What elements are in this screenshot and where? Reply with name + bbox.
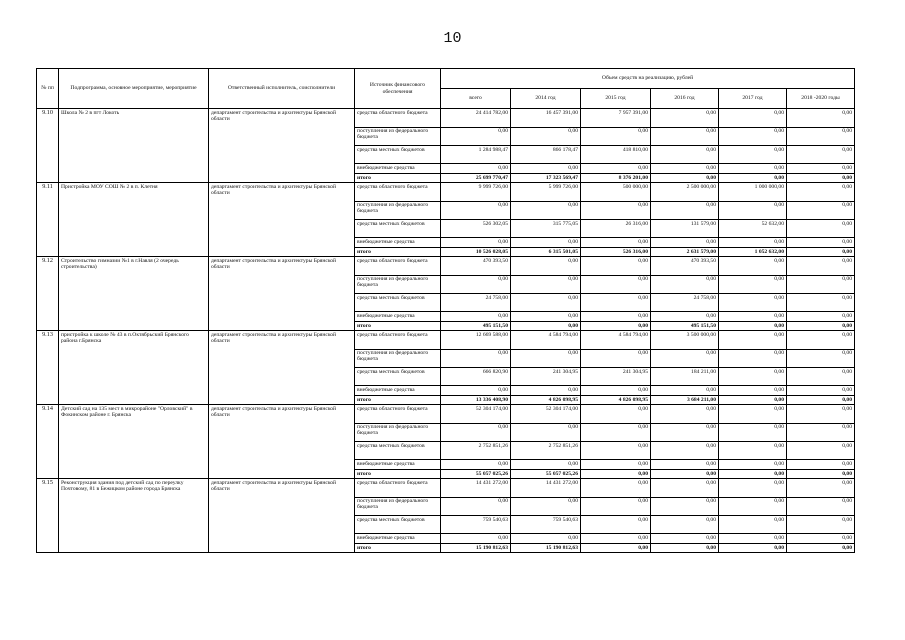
amount-cell: 0,00 bbox=[787, 331, 855, 350]
amount-cell: 1 284 988,47 bbox=[441, 146, 511, 164]
funding-source: средства местных бюджетов bbox=[355, 294, 441, 312]
amount-cell: 0,00 bbox=[719, 368, 787, 386]
amount-cell: 13 336 408,90 bbox=[441, 396, 511, 405]
table-row bbox=[37, 405, 855, 424]
amount-cell: 759 540,63 bbox=[441, 516, 511, 534]
header-sources: Источник финансового обеспечения bbox=[355, 69, 441, 109]
amount-cell: 0,00 bbox=[719, 174, 787, 183]
amount-cell: 0,00 bbox=[511, 127, 581, 146]
project-executor: департамент строительства и архитектуры Брянской области bbox=[209, 109, 355, 183]
funding-source: внебюджетные средства bbox=[355, 164, 441, 174]
project-number: 9.12 bbox=[37, 257, 59, 331]
amount-cell: 0,00 bbox=[719, 294, 787, 312]
amount-cell: 0,00 bbox=[787, 544, 855, 553]
amount-cell: 0,00 bbox=[719, 201, 787, 220]
project-number: 9.11 bbox=[37, 183, 59, 257]
amount-cell: 0,00 bbox=[719, 405, 787, 424]
amount-cell: 0,00 bbox=[651, 164, 719, 174]
amount-cell: 0,00 bbox=[787, 220, 855, 238]
project-name: Школа № 2 в пгт Локоть bbox=[59, 109, 209, 183]
amount-cell: 0,00 bbox=[581, 349, 651, 368]
amount-cell: 0,00 bbox=[441, 201, 511, 220]
funding-source: поступления из федерального бюджета bbox=[355, 201, 441, 220]
project-name: Строительство гимназии №1 в г.Навля (2 очередь строительства) bbox=[59, 257, 209, 331]
amount-cell: 0,00 bbox=[651, 174, 719, 183]
amount-cell: 0,00 bbox=[787, 294, 855, 312]
amount-cell: 0,00 bbox=[787, 470, 855, 479]
amount-cell: 0,00 bbox=[651, 516, 719, 534]
amount-cell: 666 820,90 bbox=[441, 368, 511, 386]
amount-cell: 0,00 bbox=[581, 322, 651, 331]
amount-cell: 0,00 bbox=[651, 312, 719, 322]
amount-cell: 12 669 588,00 bbox=[441, 331, 511, 350]
amount-cell: 495 151,50 bbox=[441, 322, 511, 331]
amount-cell: 526 302,05 bbox=[441, 220, 511, 238]
table-row bbox=[37, 331, 855, 350]
funding-source: поступления из федерального бюджета bbox=[355, 423, 441, 442]
amount-cell: 0,00 bbox=[581, 442, 651, 460]
funding-source: средства областного бюджета bbox=[355, 331, 441, 350]
funding-source: поступления из федерального бюджета bbox=[355, 349, 441, 368]
amount-cell: 0,00 bbox=[581, 516, 651, 534]
amount-cell: 2 631 579,00 bbox=[651, 248, 719, 257]
amount-cell: 2 752 851,26 bbox=[441, 442, 511, 460]
amount-cell: 0,00 bbox=[581, 257, 651, 276]
amount-cell: 0,00 bbox=[719, 386, 787, 396]
funding-source: итого bbox=[355, 470, 441, 479]
table-row bbox=[37, 479, 855, 498]
funding-source: внебюджетные средства bbox=[355, 238, 441, 248]
amount-cell: 418 810,00 bbox=[581, 146, 651, 164]
funding-source: средства областного бюджета bbox=[355, 257, 441, 276]
amount-cell: 4 584 794,00 bbox=[511, 331, 581, 350]
amount-cell: 0,00 bbox=[651, 470, 719, 479]
amount-cell: 26 316,00 bbox=[581, 220, 651, 238]
amount-cell: 241 304,95 bbox=[581, 368, 651, 386]
amount-cell: 0,00 bbox=[787, 164, 855, 174]
amount-cell: 184 211,00 bbox=[651, 368, 719, 386]
amount-cell: 0,00 bbox=[651, 349, 719, 368]
funding-source: внебюджетные средства bbox=[355, 386, 441, 396]
funding-source: итого bbox=[355, 248, 441, 257]
amount-cell: 0,00 bbox=[511, 294, 581, 312]
project-number: 9.13 bbox=[37, 331, 59, 405]
amount-cell: 0,00 bbox=[787, 386, 855, 396]
amount-cell: 0,00 bbox=[719, 238, 787, 248]
amount-cell: 0,00 bbox=[787, 127, 855, 146]
amount-cell: 0,00 bbox=[581, 294, 651, 312]
project-name: пристройка к школе № 43 в п.Октябрьский Брянского района г.Брянска bbox=[59, 331, 209, 405]
project-number: 9.10 bbox=[37, 109, 59, 183]
amount-cell: 0,00 bbox=[787, 534, 855, 544]
amount-cell: 0,00 bbox=[651, 544, 719, 553]
amount-cell: 52 304 174,00 bbox=[511, 405, 581, 424]
amount-cell: 0,00 bbox=[787, 396, 855, 405]
funding-source: средства областного бюджета bbox=[355, 479, 441, 498]
amount-cell: 0,00 bbox=[511, 312, 581, 322]
amount-cell: 55 057 025,26 bbox=[511, 470, 581, 479]
amount-cell: 25 699 770,47 bbox=[441, 174, 511, 183]
amount-cell: 0,00 bbox=[441, 386, 511, 396]
amount-cell: 24 414 782,00 bbox=[441, 109, 511, 128]
amount-cell: 0,00 bbox=[787, 423, 855, 442]
amount-cell: 0,00 bbox=[719, 164, 787, 174]
amount-cell: 0,00 bbox=[441, 460, 511, 470]
amount-cell: 0,00 bbox=[651, 127, 719, 146]
amount-cell: 0,00 bbox=[581, 164, 651, 174]
amount-cell: 470 393,50 bbox=[441, 257, 511, 276]
amount-cell: 0,00 bbox=[441, 275, 511, 294]
amount-cell: 0,00 bbox=[719, 479, 787, 498]
amount-cell: 0,00 bbox=[511, 201, 581, 220]
amount-cell: 0,00 bbox=[581, 470, 651, 479]
amount-cell: 0,00 bbox=[787, 183, 855, 202]
amount-cell: 1 000 000,00 bbox=[719, 183, 787, 202]
amount-cell: 55 057 025,26 bbox=[441, 470, 511, 479]
amount-cell: 0,00 bbox=[787, 405, 855, 424]
amount-cell: 15 190 812,63 bbox=[441, 544, 511, 553]
amount-cell: 3 684 211,00 bbox=[651, 396, 719, 405]
amount-cell: 0,00 bbox=[651, 442, 719, 460]
table-row bbox=[37, 183, 855, 202]
amount-cell: 0,00 bbox=[787, 516, 855, 534]
amount-cell: 0,00 bbox=[787, 497, 855, 516]
amount-cell: 0,00 bbox=[719, 275, 787, 294]
amount-cell: 14 431 272,00 bbox=[441, 479, 511, 498]
amount-cell: 759 540,63 bbox=[511, 516, 581, 534]
funding-source: средства местных бюджетов bbox=[355, 368, 441, 386]
amount-cell: 1 052 632,00 bbox=[719, 248, 787, 257]
amount-cell: 0,00 bbox=[719, 396, 787, 405]
header-name: Подпрограмма, основное мероприятие, мероприятие bbox=[59, 69, 209, 109]
amount-cell: 0,00 bbox=[651, 146, 719, 164]
amount-cell: 0,00 bbox=[787, 368, 855, 386]
amount-cell: 131 579,00 bbox=[651, 220, 719, 238]
amount-cell: 0,00 bbox=[787, 109, 855, 128]
amount-cell: 16 457 391,00 bbox=[511, 109, 581, 128]
funding-source: средства областного бюджета bbox=[355, 183, 441, 202]
funding-source: итого bbox=[355, 322, 441, 331]
amount-cell: 2 500 000,00 bbox=[651, 183, 719, 202]
header-volume: Объем средств на реализацию, рублей bbox=[441, 69, 855, 89]
amount-cell: 0,00 bbox=[787, 322, 855, 331]
table-row bbox=[37, 109, 855, 128]
amount-cell: 4 826 098,95 bbox=[511, 396, 581, 405]
amount-cell: 0,00 bbox=[581, 479, 651, 498]
project-executor: департамент строительства и архитектуры Брянской области bbox=[209, 331, 355, 405]
amount-cell: 0,00 bbox=[511, 322, 581, 331]
amount-cell: 0,00 bbox=[651, 423, 719, 442]
amount-cell: 0,00 bbox=[787, 460, 855, 470]
project-executor: департамент строительства и архитектуры Брянской области bbox=[209, 257, 355, 331]
amount-cell: 0,00 bbox=[719, 127, 787, 146]
amount-cell: 0,00 bbox=[441, 423, 511, 442]
amount-cell: 0,00 bbox=[441, 534, 511, 544]
project-executor: департамент строительства и архитектуры Брянской области bbox=[209, 479, 355, 553]
amount-cell: 0,00 bbox=[581, 201, 651, 220]
funding-source: внебюджетные средства bbox=[355, 312, 441, 322]
amount-cell: 0,00 bbox=[787, 275, 855, 294]
amount-cell: 17 323 569,47 bbox=[511, 174, 581, 183]
project-number: 9.14 bbox=[37, 405, 59, 479]
amount-cell: 3 500 000,00 bbox=[651, 331, 719, 350]
amount-cell: 500 000,00 bbox=[581, 183, 651, 202]
project-executor: департамент строительства и архитектуры Брянской области bbox=[209, 183, 355, 257]
amount-cell: 0,00 bbox=[581, 405, 651, 424]
amount-cell: 0,00 bbox=[787, 174, 855, 183]
amount-cell: 0,00 bbox=[719, 534, 787, 544]
amount-cell: 0,00 bbox=[511, 386, 581, 396]
amount-cell: 0,00 bbox=[511, 275, 581, 294]
amount-cell: 0,00 bbox=[651, 201, 719, 220]
amount-cell: 0,00 bbox=[719, 312, 787, 322]
header-num: № пп bbox=[37, 69, 59, 109]
amount-cell: 0,00 bbox=[719, 423, 787, 442]
amount-cell: 0,00 bbox=[719, 331, 787, 350]
header-year: 2014 год bbox=[511, 89, 581, 109]
amount-cell: 8 376 201,00 bbox=[581, 174, 651, 183]
funding-source: итого bbox=[355, 544, 441, 553]
project-name: Детский сад на 135 мест в микрорайоне "Орловский" в Фокинском районе г. Брянска bbox=[59, 405, 209, 479]
amount-cell: 0,00 bbox=[651, 497, 719, 516]
amount-cell: 0,00 bbox=[719, 442, 787, 460]
funding-source: поступления из федерального бюджета bbox=[355, 127, 441, 146]
amount-cell: 0,00 bbox=[787, 257, 855, 276]
amount-cell: 0,00 bbox=[511, 534, 581, 544]
amount-cell: 0,00 bbox=[719, 257, 787, 276]
funding-source: средства местных бюджетов bbox=[355, 442, 441, 460]
funding-source: внебюджетные средства bbox=[355, 460, 441, 470]
amount-cell: 0,00 bbox=[441, 238, 511, 248]
amount-cell: 0,00 bbox=[441, 127, 511, 146]
amount-cell: 0,00 bbox=[787, 201, 855, 220]
amount-cell: 0,00 bbox=[787, 238, 855, 248]
project-number: 9.15 bbox=[37, 479, 59, 553]
amount-cell: 0,00 bbox=[719, 146, 787, 164]
header-year: 2017 год bbox=[719, 89, 787, 109]
amount-cell: 0,00 bbox=[719, 460, 787, 470]
amount-cell: 0,00 bbox=[719, 349, 787, 368]
funding-source: средства местных бюджетов bbox=[355, 146, 441, 164]
amount-cell: 0,00 bbox=[581, 275, 651, 294]
amount-cell: 0,00 bbox=[511, 257, 581, 276]
header-year: 2015 год bbox=[581, 89, 651, 109]
funding-source: поступления из федерального бюджета bbox=[355, 497, 441, 516]
amount-cell: 14 431 272,00 bbox=[511, 479, 581, 498]
project-name: Реконструкция здания под детский сад по переулку Почтовому, 81 в Бежицком районе города Брянска bbox=[59, 479, 209, 553]
amount-cell: 0,00 bbox=[581, 127, 651, 146]
amount-cell: 0,00 bbox=[787, 248, 855, 257]
header-year: 2016 год bbox=[651, 89, 719, 109]
header-year: всего bbox=[441, 89, 511, 109]
amount-cell: 24 758,00 bbox=[651, 294, 719, 312]
page-number: 10 bbox=[443, 30, 462, 47]
funding-source: итого bbox=[355, 396, 441, 405]
amount-cell: 0,00 bbox=[651, 275, 719, 294]
amount-cell: 52 632,00 bbox=[719, 220, 787, 238]
amount-cell: 9 999 726,00 bbox=[441, 183, 511, 202]
amount-cell: 15 190 812,63 bbox=[511, 544, 581, 553]
table-body bbox=[37, 109, 855, 553]
amount-cell: 2 752 851,26 bbox=[511, 442, 581, 460]
amount-cell: 315 775,05 bbox=[511, 220, 581, 238]
amount-cell: 0,00 bbox=[787, 146, 855, 164]
amount-cell: 0,00 bbox=[787, 479, 855, 498]
amount-cell: 0,00 bbox=[651, 386, 719, 396]
amount-cell: 0,00 bbox=[719, 516, 787, 534]
amount-cell: 5 999 726,00 bbox=[511, 183, 581, 202]
amount-cell: 0,00 bbox=[581, 238, 651, 248]
funding-source: итого bbox=[355, 174, 441, 183]
amount-cell: 6 315 501,05 bbox=[511, 248, 581, 257]
amount-cell: 241 304,95 bbox=[511, 368, 581, 386]
funding-source: средства областного бюджета bbox=[355, 405, 441, 424]
amount-cell: 0,00 bbox=[581, 460, 651, 470]
amount-cell: 0,00 bbox=[581, 423, 651, 442]
funding-source: средства местных бюджетов bbox=[355, 220, 441, 238]
amount-cell: 0,00 bbox=[719, 470, 787, 479]
amount-cell: 0,00 bbox=[511, 349, 581, 368]
amount-cell: 0,00 bbox=[651, 460, 719, 470]
amount-cell: 0,00 bbox=[719, 109, 787, 128]
project-name: Пристройка МОУ СОШ № 2 в п. Клетня bbox=[59, 183, 209, 257]
amount-cell: 470 393,50 bbox=[651, 257, 719, 276]
amount-cell: 0,00 bbox=[651, 479, 719, 498]
budget-table bbox=[36, 68, 855, 553]
amount-cell: 24 758,00 bbox=[441, 294, 511, 312]
amount-cell: 0,00 bbox=[511, 423, 581, 442]
amount-cell: 526 316,00 bbox=[581, 248, 651, 257]
funding-source: средства местных бюджетов bbox=[355, 516, 441, 534]
amount-cell: 0,00 bbox=[719, 322, 787, 331]
amount-cell: 4 584 794,00 bbox=[581, 331, 651, 350]
funding-source: внебюджетные средства bbox=[355, 534, 441, 544]
amount-cell: 0,00 bbox=[719, 497, 787, 516]
amount-cell: 0,00 bbox=[719, 544, 787, 553]
amount-cell: 0,00 bbox=[441, 497, 511, 516]
amount-cell: 0,00 bbox=[441, 349, 511, 368]
amount-cell: 0,00 bbox=[441, 164, 511, 174]
amount-cell: 0,00 bbox=[651, 405, 719, 424]
amount-cell: 0,00 bbox=[787, 312, 855, 322]
amount-cell: 0,00 bbox=[511, 460, 581, 470]
project-executor: департамент строительства и архитектуры Брянской области bbox=[209, 405, 355, 479]
amount-cell: 0,00 bbox=[441, 312, 511, 322]
amount-cell: 0,00 bbox=[511, 238, 581, 248]
table-row bbox=[37, 257, 855, 276]
amount-cell: 0,00 bbox=[581, 386, 651, 396]
amount-cell: 0,00 bbox=[787, 442, 855, 460]
funding-source: поступления из федерального бюджета bbox=[355, 275, 441, 294]
amount-cell: 0,00 bbox=[787, 349, 855, 368]
header-executor: Ответственный исполнитель, соисполнители bbox=[209, 69, 355, 109]
amount-cell: 495 151,50 bbox=[651, 322, 719, 331]
amount-cell: 0,00 bbox=[511, 497, 581, 516]
amount-cell: 0,00 bbox=[581, 544, 651, 553]
amount-cell: 52 304 174,00 bbox=[441, 405, 511, 424]
amount-cell: 4 826 098,95 bbox=[581, 396, 651, 405]
amount-cell: 0,00 bbox=[651, 238, 719, 248]
amount-cell: 0,00 bbox=[581, 312, 651, 322]
header-year: 2018 -2020 годы bbox=[787, 89, 855, 109]
amount-cell: 866 178,47 bbox=[511, 146, 581, 164]
amount-cell: 10 526 028,05 bbox=[441, 248, 511, 257]
amount-cell: 0,00 bbox=[581, 497, 651, 516]
amount-cell: 0,00 bbox=[651, 534, 719, 544]
amount-cell: 7 957 391,00 bbox=[581, 109, 651, 128]
funding-source: средства областного бюджета bbox=[355, 109, 441, 128]
amount-cell: 0,00 bbox=[581, 534, 651, 544]
amount-cell: 0,00 bbox=[511, 164, 581, 174]
amount-cell: 0,00 bbox=[651, 109, 719, 128]
